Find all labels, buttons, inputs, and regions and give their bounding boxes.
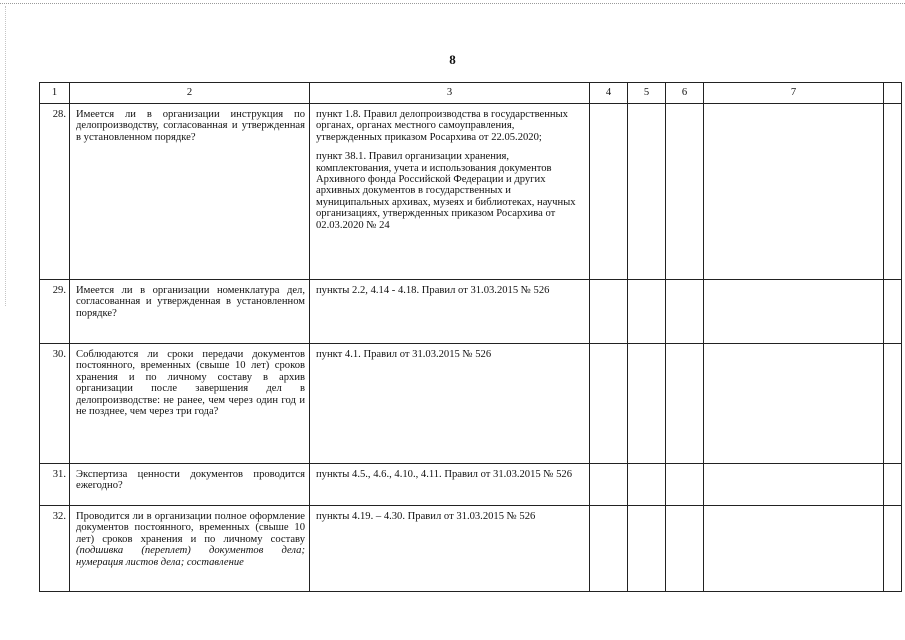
empty-cell (666, 506, 704, 592)
reference-text: пункт 4.1. Правил от 31.03.2015 № 526 (316, 349, 492, 360)
question-cell (70, 506, 310, 592)
empty-cell (884, 280, 902, 344)
empty-cell (666, 280, 704, 344)
empty-cell (704, 104, 884, 280)
column-header: 5 (628, 83, 666, 104)
column-header: 7 (704, 83, 884, 104)
empty-cell (704, 344, 884, 464)
row-number: 29. (40, 280, 70, 344)
top-border (0, 3, 905, 4)
reference-cell (310, 464, 590, 506)
empty-cell (628, 464, 666, 506)
question-text: Имеется ли в организации инструкция по делопроизводству, согласованная и утвержденная в установленном порядке? (70, 104, 310, 280)
table-row (40, 464, 902, 506)
question-text: Экспертиза ценности документов проводится ежегодно? (70, 464, 310, 506)
empty-cell (628, 104, 666, 280)
reference-cell (310, 506, 590, 592)
column-header: 6 (666, 83, 704, 104)
empty-cell (884, 104, 902, 280)
empty-cell (666, 464, 704, 506)
column-header: 2 (70, 83, 310, 104)
reference-text: пункты 2.2, 4.14 - 4.18. Правил от 31.03.2015 № 526 (316, 285, 550, 296)
empty-cell (590, 506, 628, 592)
column-header: 4 (590, 83, 628, 104)
empty-cell (590, 104, 628, 280)
empty-cell (590, 280, 628, 344)
question-text: Проводится ли в организации полное оформление документов постоянного, временных (свыше 10 лет) сроков хранения и по личному составу (76, 511, 305, 545)
row-number: 30. (40, 344, 70, 464)
row-number: 28. (40, 104, 70, 280)
empty-cell (704, 464, 884, 506)
column-header: 1 (40, 83, 70, 104)
reference-text: пункт 1.8. Правил делопроизводства в государственных органах, органах местного самоуправления, утвержденных приказом Росархива от 22.05.2020; (316, 109, 568, 143)
row-number: 32. (40, 506, 70, 592)
empty-cell (884, 344, 902, 464)
table-row (40, 280, 902, 344)
empty-cell (628, 280, 666, 344)
column-header: 3 (310, 83, 590, 104)
empty-cell (590, 464, 628, 506)
reference-cell (310, 280, 590, 344)
reference-text: пункты 4.19. – 4.30. Правил от 31.03.2015 № 526 (316, 511, 536, 522)
reference-text: пункт 38.1. Правил организации хранения, комплектования, учета и использования документов Архивного фонда Российской Федерации и других архивных документов в государственных и муниципальных архивах, музеях и библиотеках, научных организациях, утвержденных приказом Росархива от 02.03.2020 № 24 (316, 151, 576, 231)
left-border (5, 6, 6, 306)
table-row (40, 506, 902, 592)
empty-cell (666, 104, 704, 280)
reference-text: пункты 4.5., 4.6., 4.10., 4.11. Правил от 31.03.2015 № 526 (316, 469, 572, 480)
question-text: Имеется ли в организации номенклатура дел, согласованная и утвержденная в установленном порядке? (70, 280, 310, 344)
table-row (40, 104, 902, 280)
empty-cell (704, 280, 884, 344)
empty-cell (666, 344, 704, 464)
page-number: 8 (449, 52, 456, 67)
question-text: Соблюдаются ли сроки передачи документов постоянного, временных (свыше 10 лет) сроков хранения и по личному составу в архив организации после завершения дел в делопроизводстве: не ранее, чем через один год и не позднее, чем через три года? (70, 344, 310, 464)
empty-cell (884, 83, 902, 104)
table-row (40, 344, 902, 464)
empty-cell (628, 344, 666, 464)
reference-cell (310, 104, 590, 280)
checklist-table (39, 82, 902, 592)
reference-cell (310, 344, 590, 464)
row-number: 31. (40, 464, 70, 506)
empty-cell (704, 506, 884, 592)
column-header-row (40, 83, 902, 104)
empty-cell (590, 344, 628, 464)
empty-cell (884, 506, 902, 592)
empty-cell (628, 506, 666, 592)
empty-cell (884, 464, 902, 506)
question-italic-text: (подшивка (переплет) документов дела; нумерация листов дела; составление (76, 545, 305, 568)
